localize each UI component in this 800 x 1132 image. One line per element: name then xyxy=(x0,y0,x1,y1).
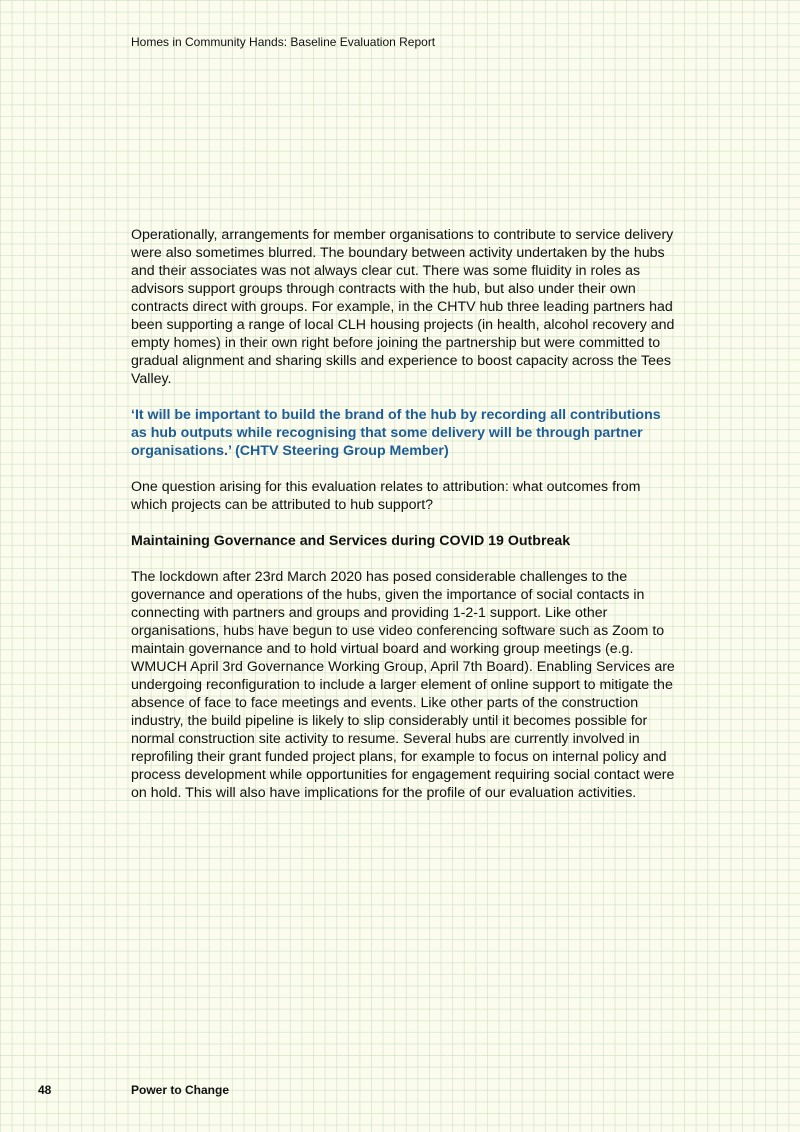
paragraph-operational: Operationally, arrangements for member organisations to contribute to service delivery were also sometimes blurred. The boundary between activity undertaken by the hubs and their associates was not always clear cut. There was some fluidity in roles as advisors support groups through contracts with the hub, but also under their own contracts direct with groups. For example, in the CHTV hub three leading partners had been supporting a range of local CLH housing projects (in health, alcohol recovery and empty homes) in their own right before joining the partnership but were committed to gradual alignment and sharing skills and experience to boost capacity across the Tees Valley. xyxy=(131,227,675,387)
paragraph-covid: The lockdown after 23rd March 2020 has posed considerable challenges to the governance and operations of the hubs, given the importance of social contacts in connecting with partners and groups and providing 1-2-1 support. Like other organisations, hubs have begun to use video conferencing software such as Zoom to maintain governance and to hold virtual board and working group meetings (e.g. WMUCH April 3rd Governance Working Group, April 7th Board). Enabling Services are undergoing reconfiguration to include a larger element of online support to mitigate the absence of face to face meetings and events. Like other parts of the construction industry, the build pipeline is likely to slip considerably until it becomes possible for normal construction site activity to resume. Several hubs are currently involved in reprofiling their grant funded project plans, for example to focus on internal policy and process development while opportunities for engagement requiring social contact were on hold. This will also have implications for the profile of our evaluation activities. xyxy=(131,569,675,801)
page-number: 48 xyxy=(38,1083,52,1097)
body-content xyxy=(131,226,676,820)
paragraph-attribution: One question arising for this evaluation relates to attribution: what outcomes from which projects can be attributed to hub support? xyxy=(131,479,641,513)
footer-brand: Power to Change xyxy=(131,1083,230,1097)
pull-quote: ‘It will be important to build the brand of the hub by recording all contributions as hub outputs while recognising that some delivery will be through partner organisations.’ (CHTV Steering Group Member) xyxy=(131,407,661,459)
running-header: Homes in Community Hands: Baseline Evaluation Report xyxy=(131,35,436,49)
section-heading: Maintaining Governance and Services during COVID 19 Outbreak xyxy=(131,533,571,549)
